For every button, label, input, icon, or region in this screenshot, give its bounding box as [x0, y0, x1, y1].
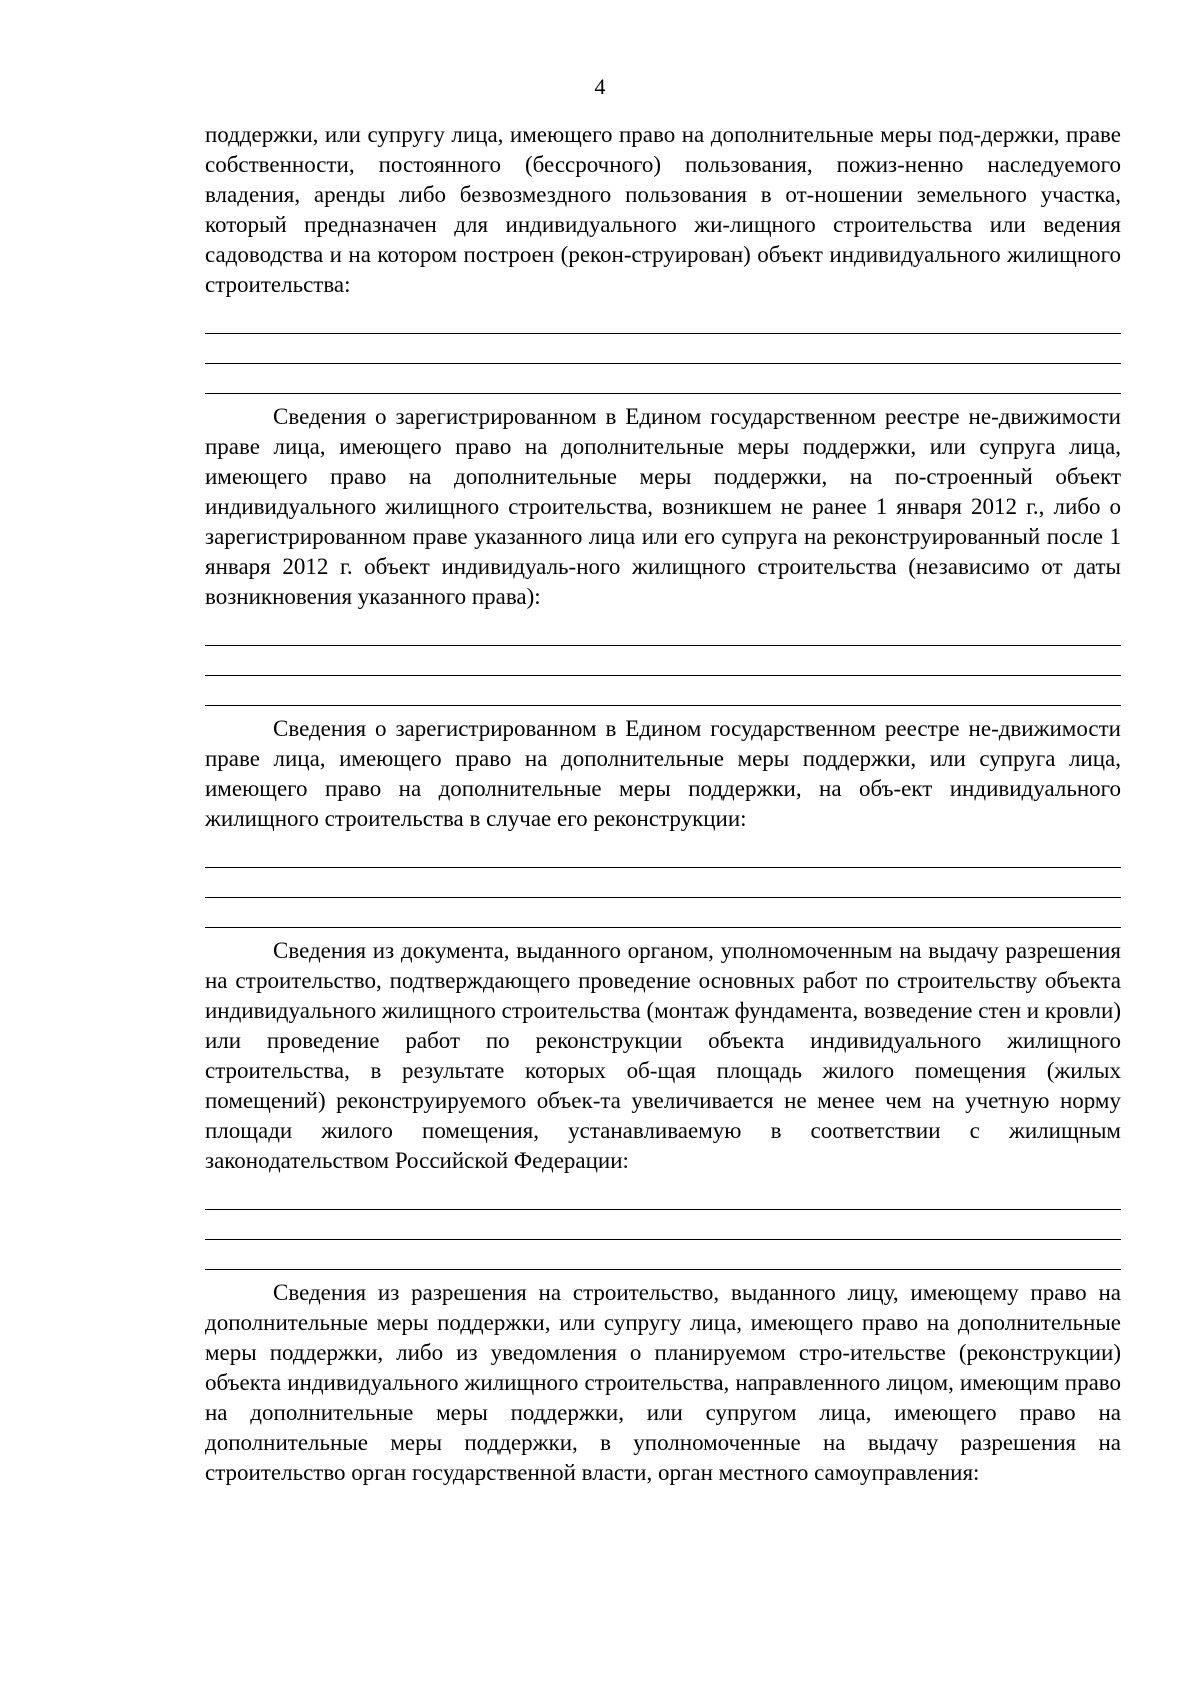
document-body: [205, 120, 1121, 1488]
blank-fill-line: [205, 364, 1121, 394]
blank-fill-line: [205, 646, 1121, 676]
paragraph-building-permit: Сведения из разрешения на строительство, выданного лицу, имеющему право на дополнительные меры поддержки, или супругу лица, имеющего право на дополнительные меры поддержки, либо из уведомления о планируемом стро-ительстве (реконструкции) объекта индивидуального жилищного строительства, направленного лицом, имеющим право на дополнительные меры поддержки, или супругом лица, имеющего право на дополнительные меры поддержки, в уполномоченные на выдачу разрешения на строительство орган государственной власти, орган местного самоуправления:: [205, 1280, 1121, 1485]
blank-fill-lines-3: [205, 834, 1121, 928]
blank-fill-lines-1: [205, 300, 1121, 394]
blank-fill-lines-4: [205, 1176, 1121, 1270]
blank-fill-line: [205, 676, 1121, 706]
paragraph-land-rights: поддержки, или супругу лица, имеющего право на дополнительные меры под-держки, праве собственности, постоянного (бессрочного) пользования, пожиз-ненно наследуемого владения, аренды либо безвозмездного пользования в от-ношении земельного участка, который предназначен для индивидуального жи-лищного строительства или ведения садоводства и на котором построен (рекон-струирован) объект индивидуального жилищного строительства:: [205, 122, 1121, 297]
blank-fill-line: [205, 1240, 1121, 1270]
page-number: 4: [594, 74, 606, 99]
blank-fill-line: [205, 838, 1121, 868]
blank-fill-line: [205, 1180, 1121, 1210]
blank-fill-line: [205, 868, 1121, 898]
blank-fill-line: [205, 1210, 1121, 1240]
paragraph-registered-right-reconstruction: Сведения о зарегистрированном в Едином государственном реестре не-движимости праве лица, имеющего право на дополнительные меры поддержки, или супруга лица, имеющего право на дополнительные меры поддержки, на объ-ект индивидуального жилищного строительства в случае его реконструкции:: [205, 716, 1121, 831]
paragraph-registered-right-built-object: Сведения о зарегистрированном в Едином государственном реестре не-движимости праве лица, имеющего право на дополнительные меры поддержки, или супруга лица, имеющего право на дополнительные меры поддержки, на по-строенный объект индивидуального жилищного строительства, возникшем не ранее 1 января 2012 г., либо о зарегистрированном праве указанного лица или его супруга на реконструированный после 1 января 2012 г. объект индивидуаль-ного жилищного строительства (независимо от даты возникновения указанного права):: [205, 404, 1121, 609]
blank-fill-line: [205, 898, 1121, 928]
blank-fill-line: [205, 304, 1121, 334]
blank-fill-lines-2: [205, 612, 1121, 706]
blank-fill-line: [205, 616, 1121, 646]
paragraph-construction-works-document: Сведения из документа, выданного органом, уполномоченным на выдачу разрешения на строительство, подтверждающего проведение основных работ по строительству объекта индивидуального жилищного строительства (монтаж фундамента, возведение стен и кровли) или проведение работ по реконструкции объекта индивидуального жилищного строительства, в результате которых об-щая площадь жилого помещения (жилых помещений) реконструируемого объек-та увеличивается не менее чем на учетную норму площади жилого помещения, устанавливаемую в соответствии с жилищным законодательством Российской Федерации:: [205, 938, 1121, 1173]
blank-fill-line: [205, 334, 1121, 364]
